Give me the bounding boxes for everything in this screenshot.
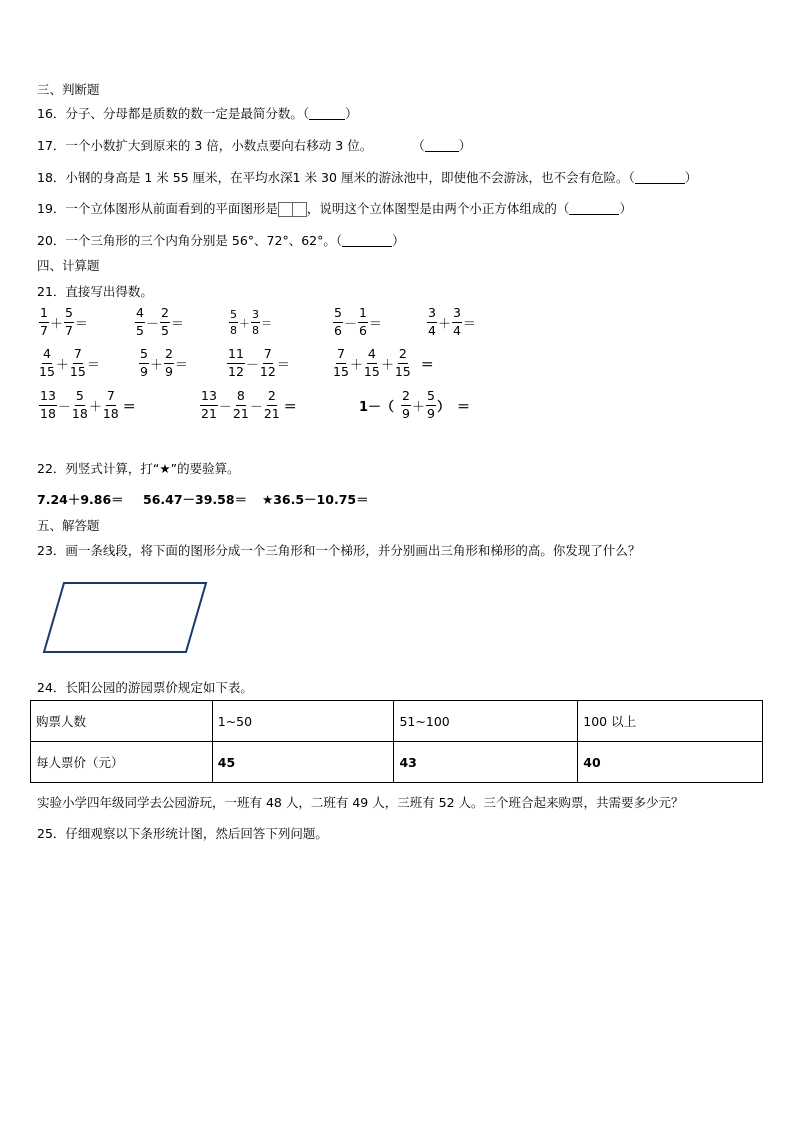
fraction: $\frac{8}{21}$ [232, 388, 249, 421]
fraction: $\frac{13}{21}$ [201, 388, 217, 421]
fraction: $\frac{2}{21}$ [263, 388, 280, 421]
square-shape [278, 202, 293, 217]
fraction: $\frac{1}{7}$ [40, 305, 48, 338]
table-cell: 45 [212, 742, 394, 783]
question-16 [37, 104, 358, 122]
question-24-title: 24．长阳公园的游园票价规定如下表。 [37, 680, 253, 695]
parallelogram-figure [40, 578, 212, 658]
fraction: $\frac{2}{9}$ [402, 388, 410, 421]
paren-close: ） [619, 201, 632, 216]
fraction: $\frac{4}{15}$ [363, 346, 380, 379]
fraction: $\frac{2}{9}$ [164, 346, 173, 379]
fraction: $\frac{11}{12}$ [228, 346, 244, 379]
fraction: $\frac{7}{15}$ [69, 346, 86, 379]
question-19 [37, 199, 632, 217]
fraction: $\frac{7}{12}$ [259, 346, 276, 379]
fraction: $\frac{5}{18}$ [71, 388, 88, 421]
fraction: $\frac{4}{5}$ [136, 305, 144, 338]
table-cell: 购票人数 [31, 701, 213, 742]
fraction: $\frac{5}{6}$ [334, 305, 342, 338]
calc-item: $\frac{4}{15}$ ＋ $\frac{7}{15}$ ＝ [39, 346, 100, 379]
question-18 [37, 168, 697, 186]
question-20-text: 20．一个三角形的三个内角分别是 56°、72°、62°。（ [37, 233, 343, 248]
question-17 [37, 136, 471, 154]
calc-item: 1－（ $\frac{2}{9}$ ＋ $\frac{5}{9}$ ） ＝ [359, 388, 470, 421]
answer-blank[interactable] [425, 138, 459, 152]
table-row [31, 742, 763, 783]
paren-close: ） [458, 138, 472, 153]
table-cell: 1~50 [212, 701, 394, 742]
calc-item: $\frac{13}{18}$ － $\frac{5}{18}$ ＋ $\frac{7}{18}$ ＝ [40, 388, 136, 421]
table-cell: 40 [578, 742, 763, 783]
fraction: $\frac{13}{18}$ [40, 388, 56, 421]
fraction: $\frac{3}{4}$ [452, 305, 461, 338]
question-19-text: 19．一个立体图形从前面看到的平面图形是 [37, 201, 278, 216]
table-cell: 每人票价（元） [31, 742, 213, 783]
answer-blank[interactable] [309, 106, 345, 120]
fraction: $\frac{5}{9}$ [140, 346, 148, 379]
section-heading-5: 五、解答题 [37, 518, 100, 533]
fraction: $\frac{7}{15}$ [333, 346, 349, 379]
fraction: $\frac{5}{9}$ [427, 388, 435, 421]
question-24-text: 实验小学四年级同学去公园游玩，一班有 48 人，二班有 49 人，三班有 52 人。三个班合起来购票，共需要多少元？ [37, 795, 684, 810]
calc-item: $\frac{3}{4}$ ＋ $\frac{3}{4}$ ＝ [428, 305, 476, 338]
calc-item: $\frac{5}{8}$ ＋ $\frac{3}{8}$ ＝ [230, 308, 272, 337]
answer-blank[interactable] [635, 170, 685, 184]
section-heading-3: 三、判断题 [37, 82, 100, 97]
question-23: 23．画一条线段，将下面的图形分成一个三角形和一个梯形，并分别画出三角形和梯形的高。你发现了什么？ [37, 543, 641, 558]
table-row [31, 701, 763, 742]
fraction: $\frac{7}{18}$ [102, 388, 119, 421]
fraction: $\frac{1}{6}$ [358, 305, 367, 338]
fraction: $\frac{4}{15}$ [39, 346, 55, 379]
question-17-text: 17．一个小数扩大到原来的 3 倍，小数点要向右移动 3 位。 [37, 138, 373, 153]
question-16-text: 16．分子、分母都是质数的数一定是最简分数。（ [37, 106, 310, 121]
question-25: 25．仔细观察以下条形统计图，然后回答下列问题。 [37, 826, 328, 841]
answer-blank[interactable] [342, 233, 392, 247]
calc-item: $\frac{5}{6}$ － $\frac{1}{6}$ ＝ [334, 305, 382, 338]
question-20 [37, 231, 405, 249]
calc-item: $\frac{5}{9}$ ＋ $\frac{2}{9}$ ＝ [140, 346, 188, 379]
paren-open: （ [412, 138, 425, 153]
fraction: $\frac{2}{5}$ [160, 305, 169, 338]
question-19-text-tail: ，说明这个立体图型是由两个小正方体组成的（ [306, 201, 570, 216]
fraction: $\frac{3}{8}$ [252, 308, 259, 337]
calc-item: $\frac{1}{7}$ ＋ $\frac{5}{7}$ ＝ [40, 305, 88, 338]
ticket-price-table [30, 700, 763, 783]
fraction: $\frac{3}{4}$ [428, 305, 436, 338]
answer-blank[interactable] [569, 201, 619, 215]
vertical-calc-item: 56.47－39.58＝ [143, 492, 248, 507]
section-heading-4: 四、计算题 [37, 258, 100, 273]
question-21-title: 21．直接写出得数。 [37, 284, 153, 299]
vertical-calc-item: 7.24＋9.86＝ [37, 492, 124, 507]
calc-item: $\frac{4}{5}$ － $\frac{2}{5}$ ＝ [136, 305, 184, 338]
paren-close: ） [392, 233, 405, 248]
question-22-title: 22．列竖式计算，打“★”的要验算。 [37, 461, 240, 476]
table-cell: 100 以上 [578, 701, 763, 742]
fraction: $\frac{5}{7}$ [64, 305, 73, 338]
paren-close: ） [345, 106, 358, 121]
paren-close: ） [684, 170, 698, 185]
question-18-text: 18．小钢的身高是 1 米 55 厘米，在平均水深1 米 30 厘米的游泳池中，即使他不会游泳，也不会有危险。（ [37, 170, 635, 185]
table-cell: 43 [394, 742, 578, 783]
square-shape [292, 202, 307, 217]
calc-item: $\frac{13}{21}$ － $\frac{8}{21}$ － $\frac{2}{21}$ ＝ [201, 388, 297, 421]
calc-item: $\frac{11}{12}$ － $\frac{7}{12}$ ＝ [228, 346, 290, 379]
vertical-calc-item: ★36.5－10.75＝ [262, 492, 369, 507]
fraction: $\frac{2}{15}$ [394, 346, 411, 379]
calc-item: $\frac{7}{15}$ ＋ $\frac{4}{15}$ ＋ $\frac{2}{15}$ ＝ [333, 346, 434, 379]
table-cell: 51~100 [394, 701, 578, 742]
fraction: $\frac{5}{8}$ [230, 308, 237, 337]
